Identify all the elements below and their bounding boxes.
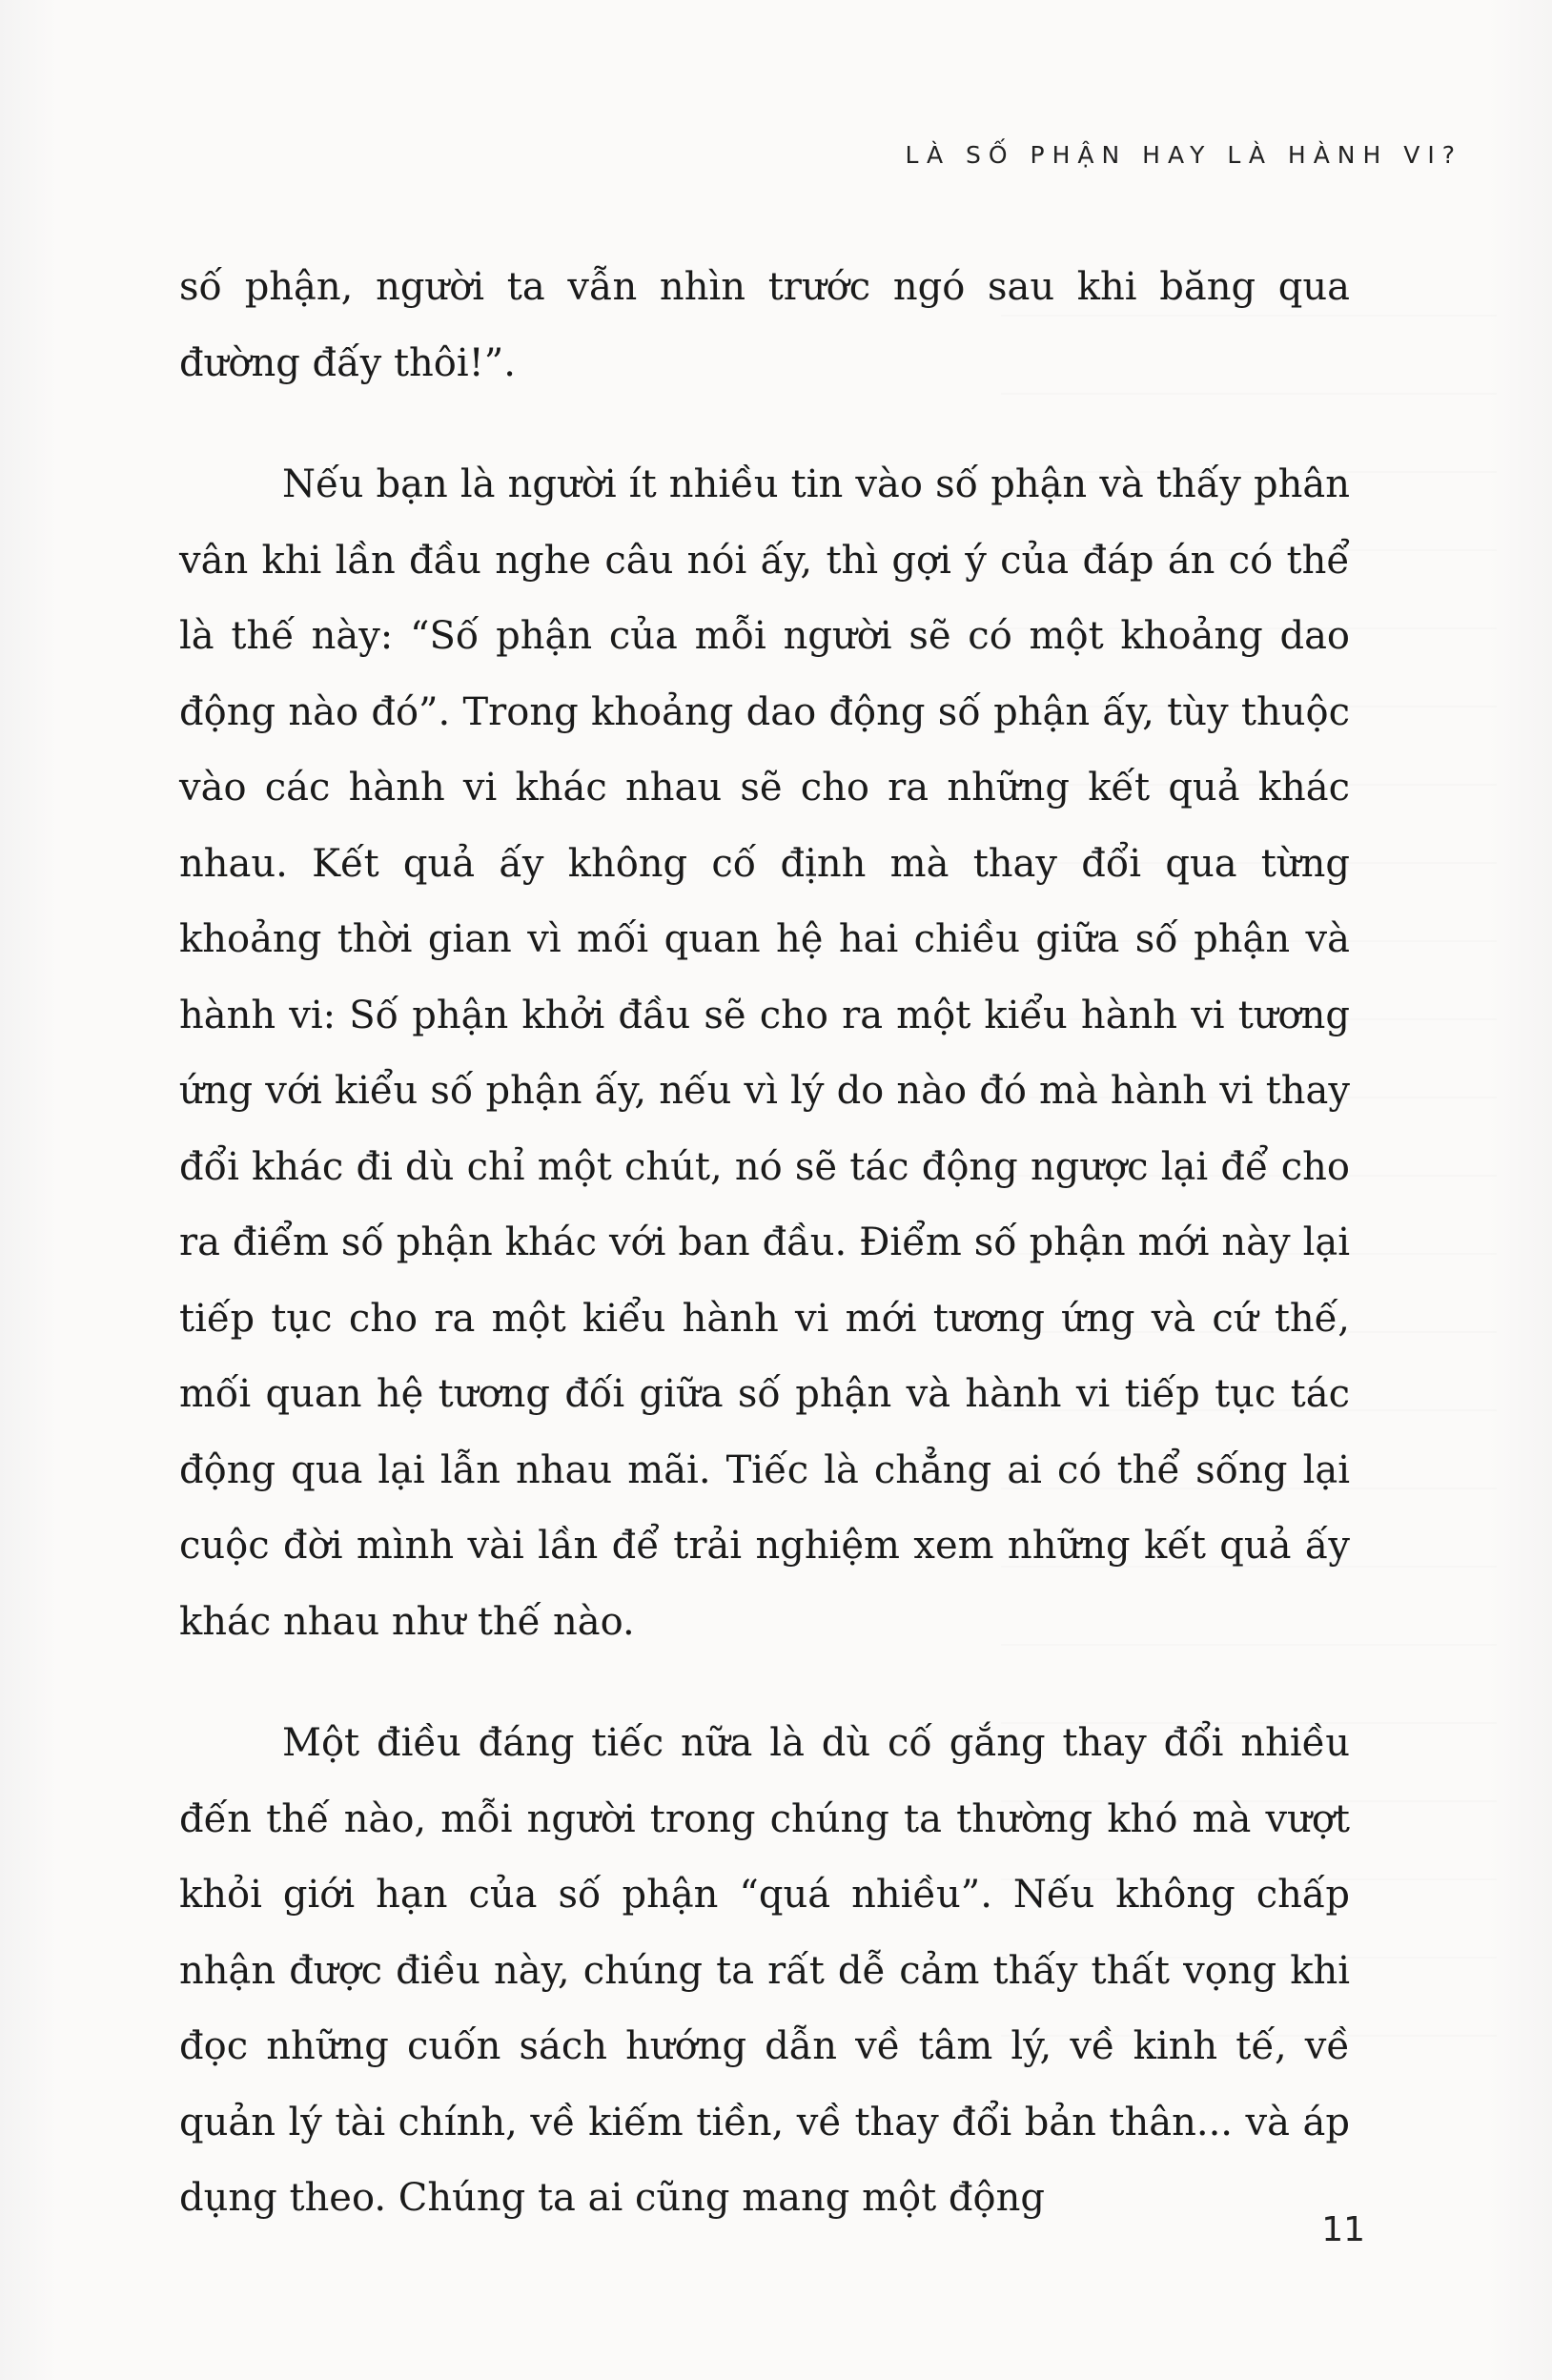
body-text — [179, 250, 1350, 2237]
page-number: 11 — [1321, 2210, 1365, 2249]
paragraph: Nếu bạn là người ít nhiều tin vào số phận và thấy phân vân khi lần đầu nghe câu nói ấy, thì gợi ý của đáp án có thể là thế này: “Số phận của mỗi người sẽ có một khoảng dao động nào đó”. Trong khoảng dao động số phận ấy, tùy thuộc vào các hành vi khác nhau sẽ cho ra những kết quả khác nhau. Kết quả ấy không cố định mà thay đổi qua từng khoảng thời gian vì mối quan hệ hai chiều giữa số phận và hành vi: Số phận khởi đầu sẽ cho ra một kiểu hành vi tương ứng với kiểu số phận ấy, nếu vì lý do nào đó mà hành vi thay đổi khác đi dù chỉ một chút, nó sẽ tác động ngược lại để cho ra điểm số phận khác với ban đầu. Điểm số phận mới này lại tiếp tục cho ra một kiểu hành vi mới tương ứng và cứ thế, mối quan hệ tương đối giữa số phận và hành vi tiếp tục tác động qua lại lẫn nhau mãi. Tiếc là chẳng ai có thể sống lại cuộc đời mình vài lần để trải nghiệm xem những kết quả ấy khác nhau như thế nào. — [179, 462, 1350, 1644]
running-header: LÀ SỐ PHẬN HAY LÀ HÀNH VI? — [905, 141, 1462, 169]
paragraph-continuation: số phận, người ta vẫn nhìn trước ngó sau khi băng qua đường đấy thôi!”. — [179, 265, 1350, 385]
paragraph: Một điều đáng tiếc nữa là dù cố gắng thay đổi nhiều đến thế nào, mỗi người trong chúng ta thường khó mà vượt khỏi giới hạn của số phận “quá nhiều”. Nếu không chấp nhận được điều này, chúng ta rất dễ cảm thấy thất vọng khi đọc những cuốn sách hướng dẫn về tâm lý, về kinh tế, về quản lý tài chính, về kiếm tiền, về thay đổi bản thân... và áp dụng theo. Chúng ta ai cũng mang một động — [179, 1721, 1350, 2220]
